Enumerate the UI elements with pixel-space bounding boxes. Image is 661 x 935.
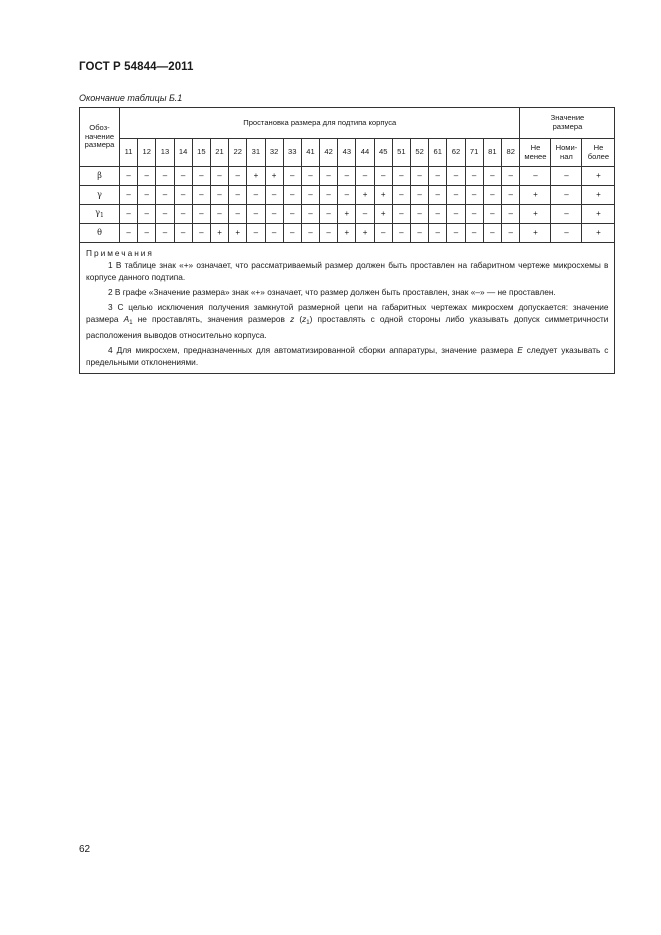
subtype-mark-cell: – — [283, 167, 301, 186]
subtype-mark-cell: – — [374, 167, 392, 186]
subtype-mark-cell: – — [301, 167, 319, 186]
subtype-mark-cell: – — [374, 224, 392, 243]
subtype-mark-cell: – — [465, 224, 483, 243]
subtype-header-cell: 44 — [356, 139, 374, 167]
subtype-mark-cell: – — [120, 186, 138, 205]
subtype-mark-cell: – — [356, 167, 374, 186]
subtype-mark-cell: – — [320, 224, 338, 243]
subtype-mark-cell: – — [301, 186, 319, 205]
subtype-mark-cell: – — [210, 186, 228, 205]
notes-cell — [80, 243, 615, 374]
value-mark-cell: + — [582, 167, 615, 186]
subtype-mark-cell: + — [356, 186, 374, 205]
subtype-mark-cell: – — [174, 224, 192, 243]
designation-header-text: Обоз- начение размера — [84, 122, 115, 150]
subtype-header-cell: 45 — [374, 139, 392, 167]
subtype-header-cell: 41 — [301, 139, 319, 167]
subtype-mark-cell: – — [283, 224, 301, 243]
value-mark-cell: – — [551, 186, 582, 205]
subtype-mark-cell: + — [338, 205, 356, 224]
subtype-header-cell: 61 — [429, 139, 447, 167]
note-2: 2 В графе «Значение размера» знак «+» означает, что размер должен быть проставлен, знак «–» — не проставлен. — [108, 287, 556, 297]
note-4 — [86, 344, 608, 368]
subtype-mark-cell: – — [156, 224, 174, 243]
value-column-header: Номи- нал — [551, 139, 582, 167]
subtype-mark-cell: – — [210, 167, 228, 186]
subtype-mark-cell: – — [429, 167, 447, 186]
row-label-symbol: β — [97, 171, 102, 181]
subtype-mark-cell: + — [374, 186, 392, 205]
note-3-var-z: z — [290, 314, 295, 324]
subtype-header-cell: 22 — [229, 139, 247, 167]
subtype-mark-cell: – — [447, 167, 465, 186]
subtype-mark-cell: – — [120, 205, 138, 224]
subtype-mark-cell: – — [138, 167, 156, 186]
note-4-text-a: 4 Для микросхем, предназначенных для автоматизированной сборки аппаратуры, значение размера — [108, 345, 518, 355]
subtype-mark-cell: – — [320, 205, 338, 224]
designation-column-header — [80, 108, 120, 167]
row-label-symbol: γ — [97, 190, 102, 200]
subtype-mark-cell: – — [301, 205, 319, 224]
subtype-mark-cell: – — [465, 186, 483, 205]
subtype-mark-cell: – — [229, 167, 247, 186]
subtype-mark-cell: – — [338, 186, 356, 205]
row-label — [80, 224, 120, 243]
subtype-number-row — [80, 139, 615, 167]
value-column-header: Не менее — [520, 139, 551, 167]
value-mark-cell: – — [551, 205, 582, 224]
value-mark-cell: + — [582, 205, 615, 224]
subtype-header-cell: 31 — [247, 139, 265, 167]
subtype-mark-cell: – — [283, 186, 301, 205]
table-row — [80, 205, 615, 224]
subtype-mark-cell: – — [392, 167, 410, 186]
subtype-mark-cell: – — [483, 167, 501, 186]
subtype-group-header — [120, 108, 520, 139]
subtype-mark-cell: – — [283, 205, 301, 224]
subtype-mark-cell: – — [447, 205, 465, 224]
note-3-var-A: A — [123, 314, 130, 324]
table-row — [80, 186, 615, 205]
subtype-header-cell: 15 — [192, 139, 210, 167]
notes-title: Примечания — [86, 248, 154, 258]
value-mark-cell: – — [551, 224, 582, 243]
document-header: ГОСТ Р 54844—2011 — [79, 61, 194, 73]
value-mark-cell: + — [582, 224, 615, 243]
value-group-header-text: Значение размера — [550, 113, 585, 131]
subtype-mark-cell: + — [229, 224, 247, 243]
row-label-symbol: γ — [95, 208, 100, 218]
subtype-mark-cell: – — [501, 186, 520, 205]
subtype-mark-cell: – — [247, 186, 265, 205]
subtype-header-cell: 81 — [483, 139, 501, 167]
subtype-mark-cell: – — [483, 205, 501, 224]
row-label-subscript: 1 — [99, 212, 104, 220]
subtype-mark-cell: – — [320, 167, 338, 186]
subtype-mark-cell: + — [338, 224, 356, 243]
table-row — [80, 167, 615, 186]
subtype-mark-cell: – — [192, 205, 210, 224]
subtype-mark-cell: + — [374, 205, 392, 224]
subtype-mark-cell: – — [247, 205, 265, 224]
subtype-header-cell: 52 — [411, 139, 429, 167]
row-label — [80, 167, 120, 186]
subtype-mark-cell: – — [411, 186, 429, 205]
subtype-mark-cell: – — [320, 186, 338, 205]
subtype-mark-cell: – — [192, 167, 210, 186]
subtype-mark-cell: – — [138, 186, 156, 205]
value-column-header: Не более — [582, 139, 615, 167]
subtype-mark-cell: – — [411, 205, 429, 224]
subtype-mark-cell: – — [229, 205, 247, 224]
value-mark-cell: + — [520, 224, 551, 243]
subtype-mark-cell: – — [501, 224, 520, 243]
subtype-group-header-text: Простановка размера для подтипа корпуса — [243, 117, 397, 127]
row-label — [80, 186, 120, 205]
value-mark-cell: + — [582, 186, 615, 205]
subtype-mark-cell: – — [483, 224, 501, 243]
page-number: 62 — [79, 844, 91, 855]
subtype-mark-cell: – — [174, 167, 192, 186]
note-3 — [86, 301, 608, 341]
subtype-mark-cell: – — [265, 205, 283, 224]
subtype-mark-cell: – — [392, 205, 410, 224]
subtype-mark-cell: – — [156, 167, 174, 186]
subtype-header-cell: 14 — [174, 139, 192, 167]
note-3-var-z1: z — [302, 314, 307, 324]
note-3-text-d: ) проставлять с одной стороны либо указывать допуск симметричности расположения выводов относительно корпуса. — [86, 314, 609, 340]
subtype-mark-cell: – — [338, 167, 356, 186]
subtype-mark-cell: – — [465, 167, 483, 186]
value-group-header — [520, 108, 615, 139]
subtype-mark-cell: + — [247, 167, 265, 186]
subtype-header-cell: 32 — [265, 139, 283, 167]
row-label — [80, 205, 120, 224]
note-3-var-z1-sub: 1 — [306, 320, 310, 326]
note-3-var-A-sub: 1 — [129, 320, 133, 326]
subtype-mark-cell: – — [429, 224, 447, 243]
subtype-mark-cell: – — [120, 167, 138, 186]
subtype-mark-cell: – — [501, 205, 520, 224]
subtype-header-cell: 21 — [210, 139, 228, 167]
subtype-mark-cell: – — [447, 186, 465, 205]
subtype-mark-cell: – — [301, 224, 319, 243]
subtype-mark-cell: – — [138, 224, 156, 243]
note-3-text-c: ( — [294, 314, 303, 324]
dimension-table — [79, 107, 615, 374]
subtype-mark-cell: – — [120, 224, 138, 243]
subtype-mark-cell: – — [156, 186, 174, 205]
table-caption: Окончание таблицы Б.1 — [79, 93, 183, 103]
note-1: 1 В таблице знак «+» означает, что рассматриваемый размер должен быть проставлен на габаритном чертеже микросхемы в корпусе данного подтипа. — [86, 260, 609, 282]
subtype-mark-cell: – — [192, 224, 210, 243]
note-3-text-a: 3 С целью исключения получения замкнутой размерной цепи на габаритных чертежах микросхем допускается: значение размера — [86, 302, 609, 324]
subtype-mark-cell: – — [265, 224, 283, 243]
subtype-mark-cell: – — [138, 205, 156, 224]
subtype-mark-cell: – — [247, 224, 265, 243]
table-row — [80, 224, 615, 243]
subtype-mark-cell: + — [356, 224, 374, 243]
value-mark-cell: + — [520, 186, 551, 205]
subtype-mark-cell: – — [411, 167, 429, 186]
subtype-mark-cell: – — [174, 186, 192, 205]
subtype-mark-cell: – — [265, 186, 283, 205]
subtype-mark-cell: – — [229, 186, 247, 205]
subtype-header-cell: 13 — [156, 139, 174, 167]
subtype-mark-cell: – — [465, 205, 483, 224]
subtype-mark-cell: – — [392, 186, 410, 205]
value-mark-cell: + — [520, 205, 551, 224]
subtype-mark-cell: – — [356, 205, 374, 224]
subtype-header-cell: 11 — [120, 139, 138, 167]
subtype-header-cell: 12 — [138, 139, 156, 167]
subtype-mark-cell: – — [429, 205, 447, 224]
subtype-mark-cell: – — [156, 205, 174, 224]
subtype-mark-cell: – — [429, 186, 447, 205]
row-label-symbol: θ — [97, 228, 102, 238]
subtype-header-cell: 71 — [465, 139, 483, 167]
subtype-header-cell: 62 — [447, 139, 465, 167]
value-mark-cell: – — [551, 167, 582, 186]
table-container — [79, 107, 615, 374]
subtype-mark-cell: – — [210, 205, 228, 224]
note-3-text-b: не проставлять, значения размеров — [132, 314, 291, 324]
subtype-header-cell: 51 — [392, 139, 410, 167]
subtype-header-cell: 43 — [338, 139, 356, 167]
value-mark-cell: – — [520, 167, 551, 186]
subtype-mark-cell: – — [483, 186, 501, 205]
subtype-mark-cell: – — [174, 205, 192, 224]
subtype-mark-cell: – — [192, 186, 210, 205]
subtype-mark-cell: – — [501, 167, 520, 186]
subtype-mark-cell: – — [411, 224, 429, 243]
subtype-mark-cell: – — [392, 224, 410, 243]
subtype-mark-cell: + — [210, 224, 228, 243]
subtype-mark-cell: – — [447, 224, 465, 243]
subtype-header-cell: 82 — [501, 139, 520, 167]
subtype-mark-cell: + — [265, 167, 283, 186]
subtype-header-cell: 33 — [283, 139, 301, 167]
subtype-header-cell: 42 — [320, 139, 338, 167]
note-4-text-b: следует указывать с предельными отклонениями. — [86, 345, 609, 367]
note-4-var-E: E — [517, 345, 523, 355]
